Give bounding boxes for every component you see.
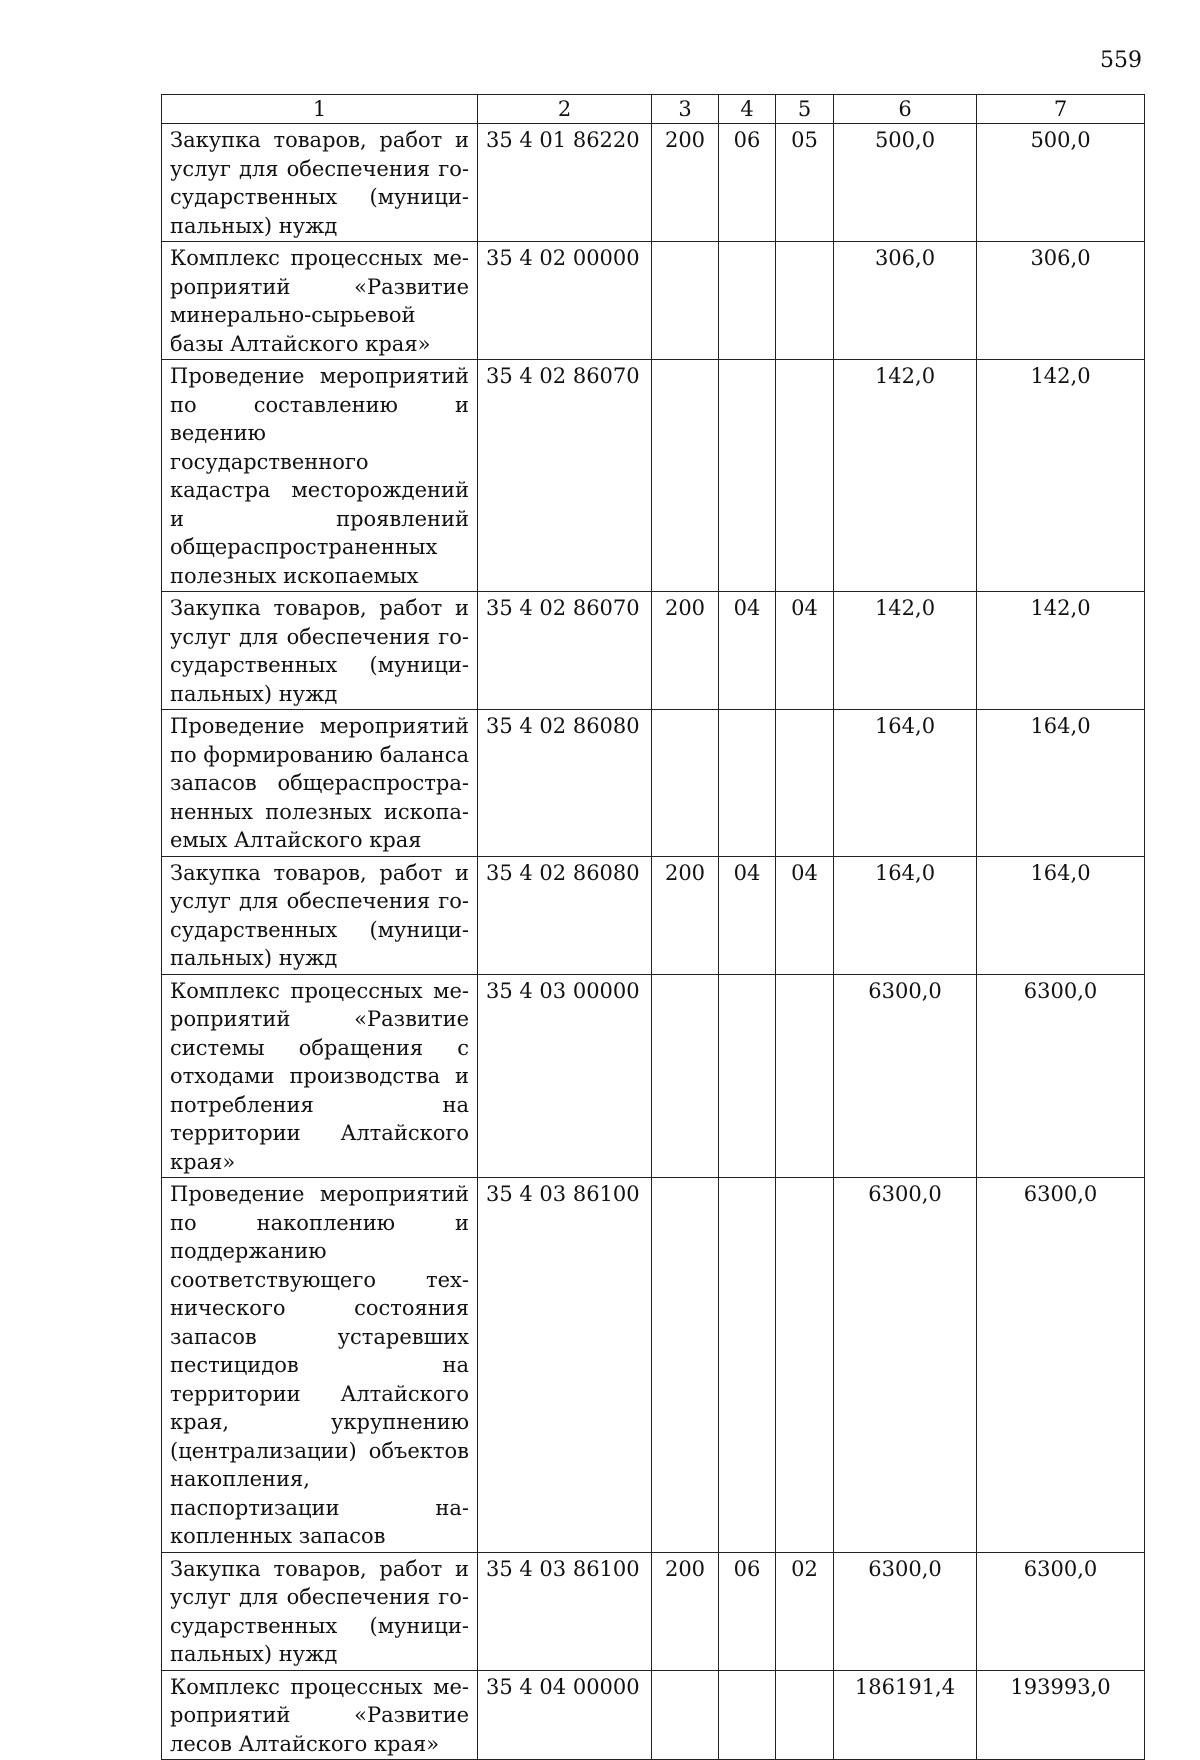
column-header-5: 5 <box>776 95 834 124</box>
table-row <box>162 1552 1145 1670</box>
target-code-cell: 35 4 03 00000 <box>478 974 652 1178</box>
subsection-cell <box>776 1670 834 1760</box>
amount-col7-cell: 306,0 <box>977 242 1145 360</box>
table-row <box>162 974 1145 1178</box>
row-name-cell: Закупка товаров, работ и услуг для обеспечения государственных (муниципальных) нужд <box>162 1552 478 1670</box>
section-cell <box>719 710 776 857</box>
table-row <box>162 360 1145 592</box>
section-cell <box>719 242 776 360</box>
table-row <box>162 856 1145 974</box>
expense-type-cell: 200 <box>652 124 719 242</box>
budget-table <box>161 94 1145 1760</box>
amount-col7-cell: 500,0 <box>977 124 1145 242</box>
target-code-cell: 35 4 02 86080 <box>478 856 652 974</box>
table-row <box>162 592 1145 710</box>
section-cell <box>719 1178 776 1553</box>
expense-type-cell: 200 <box>652 1552 719 1670</box>
section-cell: 04 <box>719 592 776 710</box>
table-row <box>162 242 1145 360</box>
amount-col6-cell: 500,0 <box>834 124 977 242</box>
target-code-cell: 35 4 02 86080 <box>478 710 652 857</box>
target-code-cell: 35 4 04 00000 <box>478 1670 652 1760</box>
amount-col7-cell: 164,0 <box>977 710 1145 857</box>
column-header-4: 4 <box>719 95 776 124</box>
target-code-cell: 35 4 02 86070 <box>478 592 652 710</box>
header-row <box>162 95 1145 124</box>
amount-col6-cell: 164,0 <box>834 856 977 974</box>
row-name-cell: Закупка товаров, работ и услуг для обеспечения государственных (муниципальных) нужд <box>162 856 478 974</box>
subsection-cell <box>776 974 834 1178</box>
amount-col7-cell: 6300,0 <box>977 1552 1145 1670</box>
amount-col6-cell: 186191,4 <box>834 1670 977 1760</box>
subsection-cell <box>776 710 834 857</box>
subsection-cell: 02 <box>776 1552 834 1670</box>
column-header-7: 7 <box>977 95 1145 124</box>
expense-type-cell <box>652 1670 719 1760</box>
section-cell: 06 <box>719 124 776 242</box>
section-cell: 04 <box>719 856 776 974</box>
expense-type-cell: 200 <box>652 856 719 974</box>
subsection-cell <box>776 360 834 592</box>
expense-type-cell <box>652 242 719 360</box>
target-code-cell: 35 4 02 00000 <box>478 242 652 360</box>
expense-type-cell <box>652 360 719 592</box>
amount-col6-cell: 6300,0 <box>834 974 977 1178</box>
amount-col7-cell: 6300,0 <box>977 1178 1145 1553</box>
table-row <box>162 124 1145 242</box>
row-name-cell: Проведение мероприятий по составлению и ведению государственного кадастра месторождений и проявлений общераспространенных полезных ископаемых <box>162 360 478 592</box>
target-code-cell: 35 4 01 86220 <box>478 124 652 242</box>
target-code-cell: 35 4 03 86100 <box>478 1178 652 1553</box>
row-name-cell: Комплекс процессных мероприятий «Развитие системы обращения с отходами производства и потребления на территории Алтайского края» <box>162 974 478 1178</box>
amount-col7-cell: 193993,0 <box>977 1670 1145 1760</box>
amount-col6-cell: 6300,0 <box>834 1552 977 1670</box>
table-row <box>162 1178 1145 1553</box>
column-header-1: 1 <box>162 95 478 124</box>
subsection-cell: 04 <box>776 856 834 974</box>
row-name-cell: Комплекс процессных мероприятий «Развитие лесов Алтайского края» <box>162 1670 478 1760</box>
section-cell <box>719 974 776 1178</box>
subsection-cell <box>776 1178 834 1553</box>
subsection-cell: 04 <box>776 592 834 710</box>
row-name-cell: Закупка товаров, работ и услуг для обеспечения государственных (муниципальных) нужд <box>162 124 478 242</box>
table-row <box>162 710 1145 857</box>
amount-col6-cell: 142,0 <box>834 592 977 710</box>
amount-col6-cell: 306,0 <box>834 242 977 360</box>
expense-type-cell <box>652 974 719 1178</box>
row-name-cell: Закупка товаров, работ и услуг для обеспечения государственных (муниципальных) нужд <box>162 592 478 710</box>
table-row <box>162 1670 1145 1760</box>
expense-type-cell <box>652 710 719 857</box>
expense-type-cell: 200 <box>652 592 719 710</box>
column-header-6: 6 <box>834 95 977 124</box>
amount-col6-cell: 164,0 <box>834 710 977 857</box>
section-cell: 06 <box>719 1552 776 1670</box>
section-cell <box>719 1670 776 1760</box>
section-cell <box>719 360 776 592</box>
row-name-cell: Проведение мероприятий по накоплению и поддержанию соответствующего технического состояния запасов устаревших пестицидов на территории Алтайского края, укрупнению (централизации) объектов накопления, паспортизации накопленных запасов <box>162 1178 478 1553</box>
page-number: 559 <box>1100 48 1142 73</box>
subsection-cell: 05 <box>776 124 834 242</box>
amount-col7-cell: 6300,0 <box>977 974 1145 1178</box>
target-code-cell: 35 4 03 86100 <box>478 1552 652 1670</box>
amount-col6-cell: 6300,0 <box>834 1178 977 1553</box>
amount-col7-cell: 142,0 <box>977 360 1145 592</box>
subsection-cell <box>776 242 834 360</box>
target-code-cell: 35 4 02 86070 <box>478 360 652 592</box>
column-header-3: 3 <box>652 95 719 124</box>
amount-col7-cell: 164,0 <box>977 856 1145 974</box>
column-header-2: 2 <box>478 95 652 124</box>
expense-type-cell <box>652 1178 719 1553</box>
row-name-cell: Комплекс процессных мероприятий «Развитие минерально-сырьевой базы Алтайского края» <box>162 242 478 360</box>
amount-col7-cell: 142,0 <box>977 592 1145 710</box>
row-name-cell: Проведение мероприятий по формированию баланса запасов общераспространенных полезных ископаемых Алтайского края <box>162 710 478 857</box>
amount-col6-cell: 142,0 <box>834 360 977 592</box>
